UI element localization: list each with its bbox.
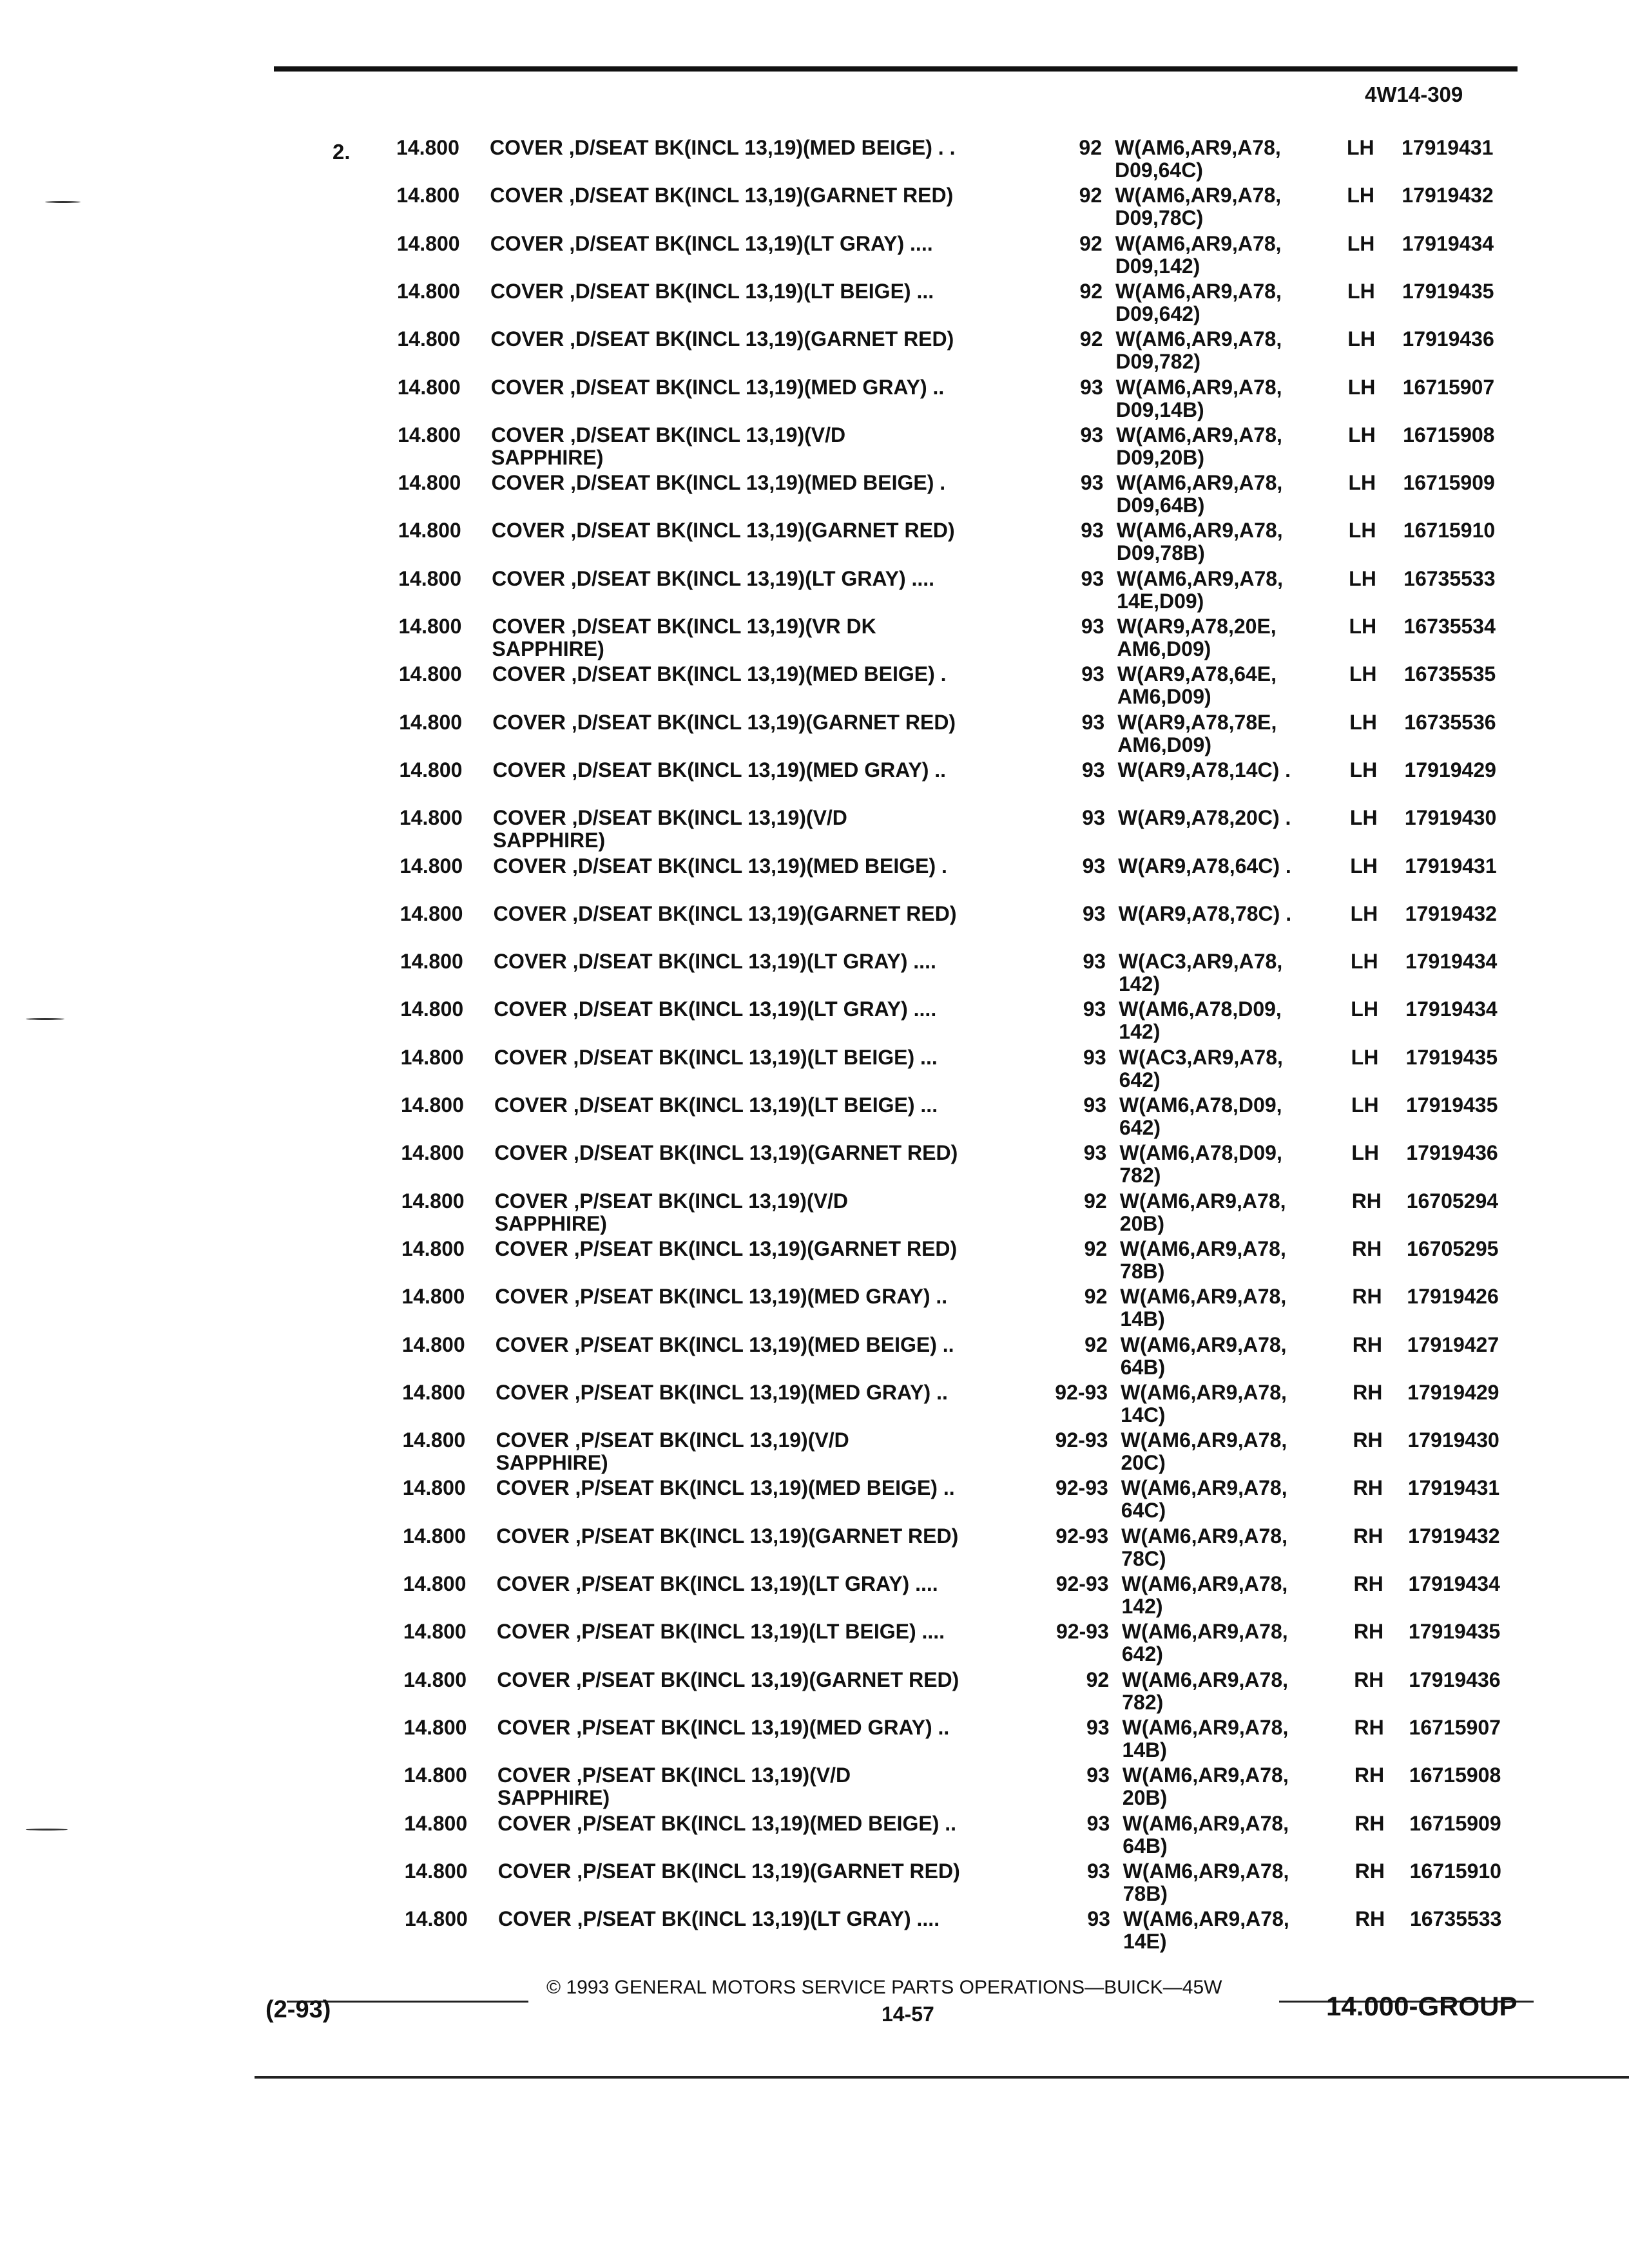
part-side: LH	[1348, 519, 1376, 543]
part-description: COVER ,P/SEAT BK(INCL 13,19)(MED BEIGE) ..	[496, 1476, 955, 1500]
part-description: COVER ,D/SEAT BK(INCL 13,19)(GARNET RED)	[491, 519, 955, 543]
part-model-codes: W(AR9,A78,20E, AM6,D09)	[1117, 615, 1277, 660]
part-description: COVER ,P/SEAT BK(INCL 13,19)(GARNET RED)	[497, 1859, 960, 1883]
part-ref-number: 14.800	[402, 1428, 466, 1452]
part-ref-number: 14.800	[403, 1715, 467, 1739]
part-side: LH	[1348, 471, 1376, 495]
part-description: COVER ,D/SEAT BK(INCL 13,19)(MED BEIGE) .	[492, 662, 947, 686]
part-side: RH	[1351, 1189, 1382, 1213]
part-description: COVER ,D/SEAT BK(INCL 13,19)(VR DK SAPPHIRE)	[492, 615, 876, 660]
part-number: 16735534	[1403, 615, 1496, 638]
part-number: 17919436	[1402, 327, 1494, 351]
part-side: RH	[1354, 1811, 1385, 1835]
part-side: LH	[1351, 1093, 1379, 1117]
part-model-codes: W(AM6,AR9,A78, 20C)	[1121, 1428, 1287, 1475]
part-side: LH	[1351, 1045, 1379, 1069]
part-number: 17919435	[1402, 279, 1494, 303]
table-row	[0, 137, 1629, 184]
part-ref-number: 14.800	[396, 184, 460, 207]
table-row	[1, 424, 1629, 472]
part-year: 93	[1081, 662, 1104, 686]
punch-mark	[45, 201, 81, 203]
part-ref-number: 14.800	[401, 1093, 464, 1117]
part-side: RH	[1354, 1715, 1384, 1739]
top-rule	[274, 66, 1518, 72]
part-ref-number: 14.800	[400, 901, 463, 925]
part-year: 93	[1080, 375, 1103, 399]
part-ref-number: 14.800	[404, 1907, 468, 1931]
part-year: 93	[1081, 758, 1105, 782]
part-year: 92	[1079, 231, 1103, 255]
part-number: 17919429	[1404, 758, 1496, 782]
table-row	[6, 1429, 1629, 1477]
part-description: COVER ,D/SEAT BK(INCL 13,19)(V/D SAPPHIRE)	[491, 423, 846, 469]
part-side: LH	[1350, 901, 1378, 925]
part-ref-number: 14.800	[400, 997, 464, 1021]
part-year: 93	[1081, 615, 1104, 638]
footer-copyright: © 1993 GENERAL MOTORS SERVICE PARTS OPERATIONS—BUICK—45W	[546, 1977, 1222, 1998]
part-number: 17919432	[1408, 1524, 1500, 1548]
part-number: 17919430	[1404, 806, 1497, 830]
part-description: COVER ,D/SEAT BK(INCL 13,19)(GARNET RED)	[493, 901, 957, 925]
part-number: 17919435	[1406, 1093, 1498, 1117]
table-row	[3, 759, 1629, 807]
part-side: RH	[1352, 1285, 1382, 1309]
part-year: 92	[1086, 1667, 1110, 1691]
table-row	[5, 1094, 1629, 1142]
table-row	[4, 903, 1629, 950]
part-model-codes: W(AM6,AR9,A78, 78C)	[1121, 1524, 1287, 1570]
footer-date-code: (2-93)	[265, 1996, 331, 2023]
part-number: 16715909	[1403, 471, 1495, 495]
part-year: 93	[1083, 1093, 1106, 1117]
table-row	[1, 472, 1629, 519]
punch-mark	[26, 1018, 64, 1020]
part-side: LH	[1349, 806, 1378, 830]
item-number: 2.	[333, 140, 351, 164]
part-ref-number: 14.800	[402, 1380, 465, 1404]
table-row	[4, 998, 1629, 1046]
part-number: 17919436	[1409, 1667, 1501, 1691]
part-number: 16715908	[1403, 423, 1495, 447]
part-model-codes: W(AM6,AR9,A78, 14B)	[1120, 1285, 1287, 1331]
table-row	[0, 184, 1629, 232]
part-description: COVER ,D/SEAT BK(INCL 13,19)(LT GRAY) ....	[493, 950, 936, 974]
part-ref-number: 14.800	[401, 1189, 465, 1213]
table-row	[7, 1573, 1629, 1620]
part-ref-number: 14.800	[396, 136, 459, 159]
part-description: COVER ,D/SEAT BK(INCL 13,19)(MED BEIGE) .	[491, 471, 946, 495]
table-row	[3, 663, 1629, 711]
part-number: 16715908	[1409, 1763, 1501, 1787]
part-ref-number: 14.800	[403, 1572, 467, 1595]
table-row	[6, 1334, 1629, 1381]
part-side: LH	[1347, 184, 1374, 207]
part-year: 93	[1080, 423, 1104, 447]
part-model-codes: W(AM6,AR9,A78, 14C)	[1121, 1380, 1287, 1427]
part-side: RH	[1354, 1859, 1385, 1883]
part-model-codes: W(AM6,AR9,A78, D09,782)	[1115, 327, 1282, 374]
part-model-codes: W(AM6,AR9,A78, 20B)	[1122, 1763, 1289, 1810]
part-ref-number: 14.800	[401, 1332, 465, 1356]
part-ref-number: 14.800	[403, 1763, 467, 1787]
part-description: COVER ,P/SEAT BK(INCL 13,19)(MED GRAY) ..	[497, 1715, 950, 1739]
part-ref-number: 14.800	[399, 710, 463, 734]
part-number: 17919427	[1407, 1332, 1499, 1356]
part-description: COVER ,P/SEAT BK(INCL 13,19)(V/D SAPPHIRE)	[496, 1428, 849, 1475]
part-year: 92-93	[1055, 1428, 1108, 1452]
part-model-codes: W(AM6,AR9,A78, D09,78C)	[1115, 184, 1282, 230]
part-model-codes: W(AR9,A78,20C) .	[1117, 806, 1291, 830]
part-number: 17919435	[1408, 1620, 1501, 1644]
part-model-codes: W(AM6,AR9,A78, 20B)	[1119, 1189, 1286, 1235]
part-description: COVER ,P/SEAT BK(INCL 13,19)(V/D SAPPHIRE)	[494, 1189, 848, 1235]
part-number: 17919432	[1402, 184, 1494, 207]
part-description: COVER ,P/SEAT BK(INCL 13,19)(LT GRAY) ....	[497, 1907, 940, 1931]
part-number: 16715907	[1402, 375, 1495, 399]
part-number: 17919434	[1402, 231, 1494, 255]
table-row	[5, 1190, 1629, 1238]
part-description: COVER ,P/SEAT BK(INCL 13,19)(GARNET RED)	[496, 1524, 959, 1548]
part-side: LH	[1349, 615, 1377, 638]
part-number: 17919429	[1407, 1380, 1499, 1404]
part-side: RH	[1352, 1332, 1382, 1356]
part-side: LH	[1347, 327, 1376, 351]
part-year: 92	[1084, 1189, 1107, 1213]
table-row	[5, 1285, 1629, 1333]
part-description: COVER ,D/SEAT BK(INCL 13,19)(LT BEIGE) ...	[490, 279, 934, 303]
part-year: 92	[1084, 1332, 1108, 1356]
table-row	[4, 950, 1629, 998]
punch-mark	[26, 1829, 68, 1831]
part-description: COVER ,P/SEAT BK(INCL 13,19)(GARNET RED)	[497, 1667, 959, 1691]
part-number: 16705295	[1407, 1236, 1499, 1260]
part-side: LH	[1347, 375, 1376, 399]
part-year: 93	[1082, 854, 1106, 878]
part-year: 92-93	[1055, 1524, 1109, 1548]
table-row	[6, 1525, 1629, 1573]
part-side: RH	[1353, 1380, 1383, 1404]
part-side: LH	[1351, 997, 1378, 1021]
part-year: 93	[1081, 519, 1104, 543]
part-model-codes: W(AM6,AR9,A78, 14E,D09)	[1117, 566, 1283, 613]
table-row	[5, 1142, 1629, 1189]
table-row	[3, 807, 1629, 854]
part-model-codes: W(AM6,A78,D09, 782)	[1119, 1141, 1282, 1187]
part-side: LH	[1349, 758, 1378, 782]
part-ref-number: 14.800	[403, 1524, 467, 1548]
part-side: LH	[1350, 950, 1378, 974]
part-ref-number: 14.800	[399, 758, 463, 782]
page-id: 4W14-309	[1365, 82, 1463, 106]
part-year: 92	[1084, 1285, 1108, 1309]
part-number: 17919432	[1405, 901, 1497, 925]
part-year: 92-93	[1055, 1380, 1108, 1404]
part-model-codes: W(AC3,AR9,A78, 642)	[1119, 1045, 1283, 1091]
part-description: COVER ,P/SEAT BK(INCL 13,19)(MED GRAY) ..	[495, 1285, 948, 1309]
part-side: LH	[1349, 566, 1376, 590]
part-number: 17919431	[1405, 854, 1497, 878]
part-year: 92	[1079, 327, 1103, 351]
table-row	[1, 233, 1629, 280]
part-year: 93	[1083, 1045, 1106, 1069]
part-model-codes: W(AR9,A78,64E, AM6,D09)	[1117, 662, 1277, 709]
part-number: 17919434	[1405, 997, 1498, 1021]
part-side: RH	[1353, 1572, 1383, 1595]
part-year: 93	[1087, 1859, 1110, 1883]
part-side: LH	[1347, 231, 1375, 255]
part-description: COVER ,D/SEAT BK(INCL 13,19)(GARNET RED)	[490, 327, 954, 351]
part-ref-number: 14.800	[398, 519, 461, 543]
part-ref-number: 14.800	[398, 662, 462, 686]
part-model-codes: W(AM6,AR9,A78, D09,78B)	[1116, 519, 1283, 565]
table-row	[7, 1620, 1629, 1668]
part-number: 16715909	[1409, 1811, 1501, 1835]
part-model-codes: W(AM6,AR9,A78, 64B)	[1123, 1811, 1289, 1858]
part-model-codes: W(AM6,AR9,A78, 64C)	[1121, 1476, 1287, 1523]
part-model-codes: W(AM6,AR9,A78, 642)	[1121, 1620, 1288, 1666]
part-year: 92	[1079, 136, 1102, 159]
table-row	[1, 328, 1629, 376]
part-model-codes: W(AM6,AR9,A78, D09,14B)	[1115, 375, 1282, 421]
part-model-codes: W(AR9,A78,78E, AM6,D09)	[1117, 710, 1277, 756]
part-side: RH	[1354, 1763, 1385, 1787]
part-description: COVER ,P/SEAT BK(INCL 13,19)(LT GRAY) ....	[496, 1572, 938, 1595]
part-number: 16735533	[1409, 1907, 1502, 1931]
part-year: 93	[1086, 1715, 1110, 1739]
table-row	[3, 711, 1629, 759]
part-year: 93	[1083, 1141, 1107, 1165]
part-model-codes: W(AC3,AR9,A78, 142)	[1118, 950, 1283, 996]
part-description: COVER ,D/SEAT BK(INCL 13,19)(V/D SAPPHIRE)	[492, 806, 847, 852]
part-year: 93	[1087, 1907, 1110, 1931]
footer-page-number: 14-57	[882, 2003, 934, 2026]
part-ref-number: 14.800	[401, 1236, 465, 1260]
part-ref-number: 14.800	[396, 231, 460, 255]
part-model-codes: W(AR9,A78,14C) .	[1117, 758, 1291, 782]
table-row	[6, 1381, 1629, 1429]
part-number: 16735535	[1403, 662, 1496, 686]
part-ref-number: 14.800	[403, 1620, 467, 1644]
part-ref-number: 14.800	[402, 1476, 466, 1500]
table-row	[6, 1477, 1629, 1524]
part-description: COVER ,D/SEAT BK(INCL 13,19)(GARNET RED)	[490, 184, 954, 207]
part-ref-number: 14.800	[397, 327, 461, 351]
part-number: 16735536	[1404, 710, 1496, 734]
part-number: 16705294	[1406, 1189, 1499, 1213]
part-number: 17919426	[1407, 1285, 1499, 1309]
part-number: 17919434	[1408, 1572, 1500, 1595]
part-ref-number: 14.800	[401, 1141, 465, 1165]
part-model-codes: W(AM6,AR9,A78, D09,20B)	[1116, 423, 1282, 469]
part-ref-number: 14.800	[398, 615, 462, 638]
table-row	[3, 855, 1629, 903]
part-side: LH	[1349, 710, 1377, 734]
part-year: 92-93	[1056, 1620, 1109, 1644]
part-year: 92	[1079, 184, 1103, 207]
part-side: LH	[1348, 423, 1376, 447]
part-description: COVER ,D/SEAT BK(INCL 13,19)(GARNET RED)	[494, 1141, 958, 1165]
part-side: RH	[1352, 1236, 1382, 1260]
part-number: 16715910	[1409, 1859, 1501, 1883]
part-side: LH	[1347, 136, 1374, 159]
part-ref-number: 14.800	[401, 1285, 465, 1309]
part-year: 93	[1083, 997, 1106, 1021]
part-side: RH	[1354, 1667, 1384, 1691]
table-row	[1, 376, 1629, 424]
table-row	[3, 615, 1629, 663]
part-year: 93	[1081, 710, 1105, 734]
part-number: 17919434	[1405, 950, 1498, 974]
part-number: 16715910	[1403, 519, 1496, 543]
part-model-codes: W(AM6,A78,D09, 642)	[1119, 1093, 1282, 1139]
part-description: COVER ,P/SEAT BK(INCL 13,19)(MED GRAY) ..	[496, 1380, 948, 1404]
part-side: RH	[1353, 1476, 1383, 1500]
part-number: 16715907	[1409, 1715, 1501, 1739]
part-model-codes: W(AM6,AR9,A78, D09,642)	[1115, 279, 1282, 325]
part-description: COVER ,P/SEAT BK(INCL 13,19)(MED BEIGE) ..	[497, 1811, 957, 1835]
part-side: RH	[1354, 1907, 1385, 1931]
part-description: COVER ,D/SEAT BK(INCL 13,19)(LT BEIGE) ...	[494, 1045, 938, 1069]
part-description: COVER ,D/SEAT BK(INCL 13,19)(MED GRAY) ..	[490, 375, 945, 399]
part-side: RH	[1353, 1524, 1383, 1548]
part-number: 17919435	[1405, 1045, 1498, 1069]
part-year: 93	[1080, 471, 1104, 495]
part-ref-number: 14.800	[398, 566, 462, 590]
part-number: 17919431	[1402, 136, 1494, 159]
table-row	[5, 1046, 1629, 1094]
part-model-codes: W(AM6,AR9,A78, 14E)	[1123, 1907, 1289, 1954]
part-description: COVER ,D/SEAT BK(INCL 13,19)(LT GRAY) ....	[490, 231, 933, 255]
part-ref-number: 14.800	[400, 950, 463, 974]
part-description: COVER ,D/SEAT BK(INCL 13,19)(MED BEIGE) . .	[490, 136, 956, 159]
part-ref-number: 14.800	[403, 1667, 467, 1691]
part-ref-number: 14.800	[399, 806, 463, 830]
part-side: LH	[1351, 1141, 1379, 1165]
table-row	[2, 519, 1629, 567]
part-ref-number: 14.800	[400, 854, 463, 878]
part-model-codes: W(AM6,AR9,A78, 64B)	[1120, 1332, 1287, 1379]
part-number: 17919436	[1406, 1141, 1498, 1165]
part-year: 93	[1083, 950, 1106, 974]
part-year: 93	[1083, 901, 1106, 925]
part-year: 92-93	[1055, 1572, 1109, 1595]
part-ref-number: 14.800	[404, 1811, 468, 1835]
part-ref-number: 14.800	[400, 1045, 464, 1069]
part-ref-number: 14.800	[397, 279, 460, 303]
part-model-codes: W(AM6,AR9,A78, 78B)	[1120, 1236, 1286, 1283]
table-row	[5, 1238, 1629, 1285]
part-ref-number: 14.800	[397, 375, 461, 399]
part-year: 92	[1079, 279, 1103, 303]
part-year: 93	[1086, 1763, 1110, 1787]
part-model-codes: W(AM6,AR9,A78, 782)	[1122, 1667, 1288, 1714]
part-number: 17919431	[1407, 1476, 1500, 1500]
part-year: 92	[1084, 1236, 1108, 1260]
part-side: LH	[1350, 854, 1378, 878]
part-model-codes: W(AM6,AR9,A78, 14B)	[1122, 1715, 1289, 1762]
part-model-codes: W(AR9,A78,64C) .	[1118, 854, 1291, 878]
part-description: COVER ,D/SEAT BK(INCL 13,19)(LT GRAY) ....	[492, 566, 935, 590]
part-description: COVER ,P/SEAT BK(INCL 13,19)(MED BEIGE) ..	[495, 1332, 954, 1356]
part-model-codes: W(AR9,A78,78C) .	[1118, 901, 1292, 925]
part-year: 93	[1081, 566, 1104, 590]
part-side: LH	[1347, 279, 1375, 303]
part-number: 17919430	[1407, 1428, 1499, 1452]
part-description: COVER ,D/SEAT BK(INCL 13,19)(MED BEIGE) .	[493, 854, 947, 878]
part-year: 93	[1086, 1811, 1110, 1835]
bottom-rule	[255, 2076, 1629, 2079]
part-model-codes: W(AM6,AR9,A78, 142)	[1121, 1572, 1288, 1618]
part-ref-number: 14.800	[404, 1859, 468, 1883]
part-side: RH	[1353, 1620, 1384, 1644]
part-description: COVER ,P/SEAT BK(INCL 13,19)(LT BEIGE) ....	[496, 1620, 945, 1644]
table-row	[2, 568, 1629, 615]
part-year: 92-93	[1055, 1476, 1108, 1500]
part-model-codes: W(AM6,AR9,A78, 78B)	[1123, 1859, 1289, 1905]
part-model-codes: W(AM6,AR9,A78, D09,64B)	[1116, 471, 1283, 517]
part-number: 16735533	[1403, 566, 1496, 590]
table-row	[7, 1669, 1629, 1716]
part-description: COVER ,D/SEAT BK(INCL 13,19)(GARNET RED)	[492, 710, 956, 734]
part-model-codes: W(AM6,AR9,A78, D09,142)	[1115, 231, 1282, 278]
part-ref-number: 14.800	[398, 423, 461, 447]
part-model-codes: W(AM6,A78,D09, 142)	[1119, 997, 1282, 1044]
part-ref-number: 14.800	[398, 471, 461, 495]
part-side: RH	[1353, 1428, 1383, 1452]
part-description: COVER ,D/SEAT BK(INCL 13,19)(LT BEIGE) ...	[494, 1093, 938, 1117]
part-description: COVER ,D/SEAT BK(INCL 13,19)(LT GRAY) ....	[494, 997, 937, 1021]
part-year: 93	[1082, 806, 1105, 830]
table-row	[8, 1764, 1629, 1812]
part-description: COVER ,D/SEAT BK(INCL 13,19)(MED GRAY) ..	[492, 758, 947, 782]
table-row	[8, 1716, 1629, 1764]
table-row	[8, 1908, 1629, 1956]
part-description: COVER ,P/SEAT BK(INCL 13,19)(GARNET RED)	[495, 1236, 958, 1260]
part-model-codes: W(AM6,AR9,A78, D09,64C)	[1115, 136, 1281, 182]
table-row	[8, 1860, 1629, 1908]
part-description: COVER ,P/SEAT BK(INCL 13,19)(V/D SAPPHIRE)	[497, 1763, 851, 1810]
table-row	[8, 1812, 1629, 1860]
table-row	[1, 280, 1629, 328]
part-side: LH	[1349, 662, 1377, 686]
footer-group: 14.000-GROUP	[1326, 1991, 1518, 2021]
